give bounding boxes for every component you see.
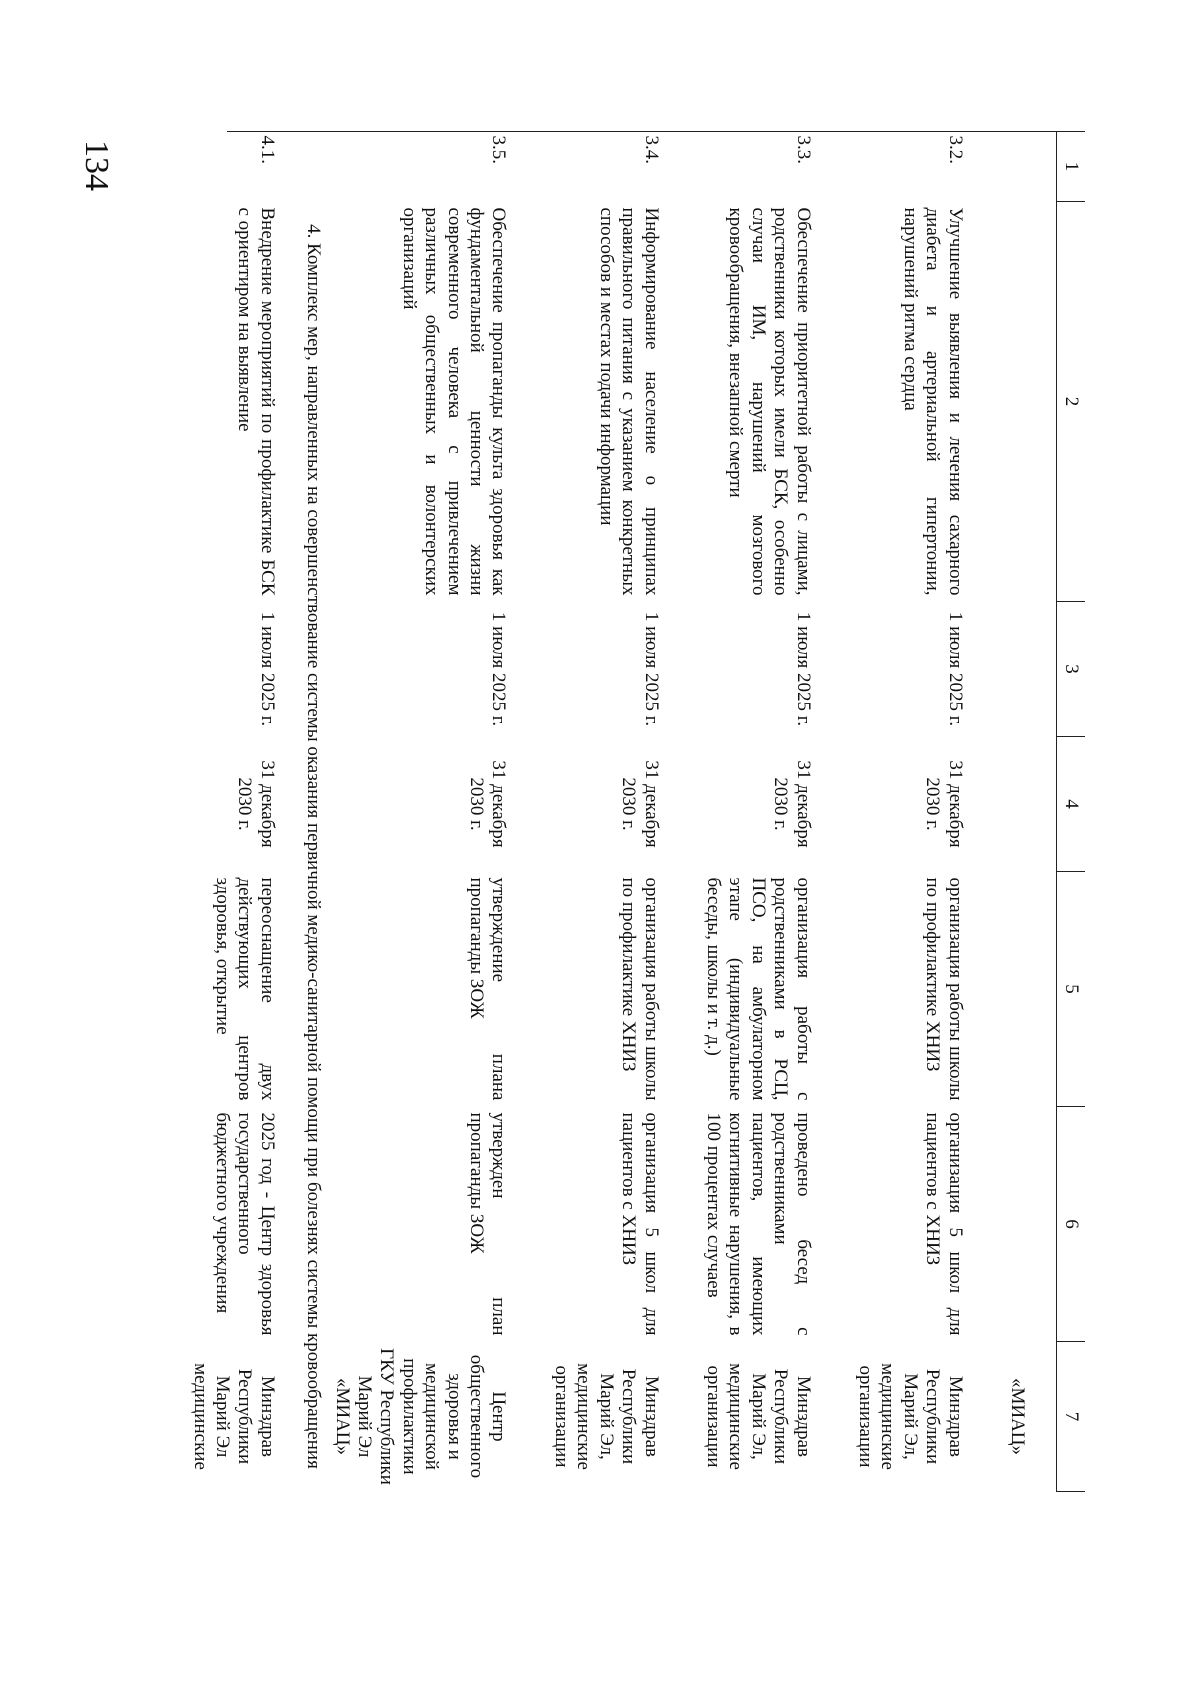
- header-col-1: 1: [1057, 132, 1086, 202]
- row-responsible: Минздрав Республики Марий Эл медицинские: [189, 1363, 278, 1470]
- row-result: организация 5 школ для пациентов с ХНИЗ: [618, 1112, 662, 1336]
- section-row: [278, 132, 330, 1492]
- row-action: переоснащение двух действующих центров здоровья, открытие: [212, 877, 278, 1101]
- row-number: 3.2.: [944, 135, 966, 164]
- continuation-row: [1006, 132, 1057, 1492]
- header-col-4: 4: [1057, 737, 1086, 872]
- row-number: 3.5.: [488, 135, 510, 164]
- table-row: [702, 132, 814, 1492]
- row-number: 3.4.: [640, 135, 662, 164]
- header-col-7: 7: [1057, 1342, 1086, 1492]
- row-responsible: Минздрав Республики Марий Эл, медицинские организации: [854, 1363, 966, 1470]
- table-header: [1057, 132, 1086, 1492]
- row-action: организация работы с родственниками в РСЦ, ПСО, на амбулаторном этапе (индивидуальные беседы, школы и т. д.): [702, 877, 814, 1101]
- section-title: 4. Комплекс мер, направленных на совершенствование системы оказания первичной медико-санитарной помощи при болезнях системы кровообращения: [303, 224, 325, 1469]
- table-row: [330, 132, 509, 1492]
- row-number: 4.1.: [256, 135, 278, 164]
- action-plan-table: [188, 131, 1085, 1492]
- header-col-5: 5: [1057, 872, 1086, 1107]
- row-start-date: 1 июля 2025 г.: [792, 611, 814, 727]
- row-start-date: 1 июля 2025 г.: [640, 611, 662, 727]
- row-result: проведено бесед с родственниками пациентов, имеющих когнитивные нарушения, в 100 процентах случаев: [702, 1112, 814, 1336]
- row-responsible: Минздрав Республики Марий Эл, медицинские организации: [702, 1363, 814, 1470]
- row-end-date: 31 декабря 2030 г.: [922, 760, 966, 848]
- rotated-table-sheet: [189, 121, 1085, 1591]
- row-end-date: 31 декабря 2030 г.: [770, 760, 814, 848]
- page-number: 134: [78, 140, 115, 191]
- row-result: 2025 год - Центр здоровья государственного бюджетного учреждения: [212, 1112, 278, 1336]
- header-col-3: 3: [1057, 602, 1086, 737]
- row-responsible: Центр общественного здоровья и медицинской профилактики ГКУ Республики Марий Эл «МИАЦ»: [331, 1348, 510, 1485]
- row-end-date: 31 декабря 2030 г.: [234, 760, 278, 848]
- row-measure: Обеспечение приоритетной работы с лицами, родственники которых имели БСК, особенно случаи ИМ, нарушений мозгового кровообращения, внезапной смерти: [725, 207, 814, 596]
- row-end-date: 31 декабря 2030 г.: [618, 760, 662, 848]
- table-left-border: [227, 131, 1057, 132]
- table-row: [188, 132, 278, 1492]
- row-measure: Обеспечение пропаганды культа здоровья как фундаментальной ценности жизни современного человека с привлечением различных общественных и волонтерских организаций: [398, 207, 510, 596]
- row-start-date: 1 июля 2025 г.: [944, 611, 966, 727]
- row-action: организация работы школы по профилактике ХНИЗ: [618, 877, 662, 1101]
- table-row: [550, 132, 662, 1492]
- header-col-6: 6: [1057, 1107, 1086, 1342]
- row-measure: Внедрение мероприятий по профилактике БСК с ориентиром на выявление: [234, 207, 278, 596]
- row-action: организация работы школы по профилактике ХНИЗ: [922, 877, 966, 1101]
- row-start-date: 1 июля 2025 г.: [488, 611, 510, 727]
- header-col-2: 2: [1057, 202, 1086, 602]
- row-action: утверждение плана пропаганды ЗОЖ: [466, 877, 510, 1101]
- row-responsible: Минздрав Республики Марий Эл, медицинские организации: [550, 1363, 662, 1470]
- continuation-responsible: «МИАЦ»: [1007, 1377, 1028, 1456]
- row-result: утвержден план пропаганды ЗОЖ: [466, 1112, 510, 1336]
- row-result: организация 5 школ для пациентов с ХНИЗ: [922, 1112, 966, 1336]
- table-row: [854, 132, 966, 1492]
- row-end-date: 31 декабря 2030 г.: [466, 760, 510, 848]
- row-measure: Улучшение выявления и лечения сахарного диабета и артериальной гипертонии, нарушений ритма сердца: [899, 207, 966, 596]
- row-start-date: 1 июля 2025 г.: [256, 611, 278, 727]
- row-number: 3.3.: [792, 135, 814, 164]
- row-measure: Информирование население о принципах правильного питания с указанием конкретных способов и местах подачи информации: [595, 207, 662, 596]
